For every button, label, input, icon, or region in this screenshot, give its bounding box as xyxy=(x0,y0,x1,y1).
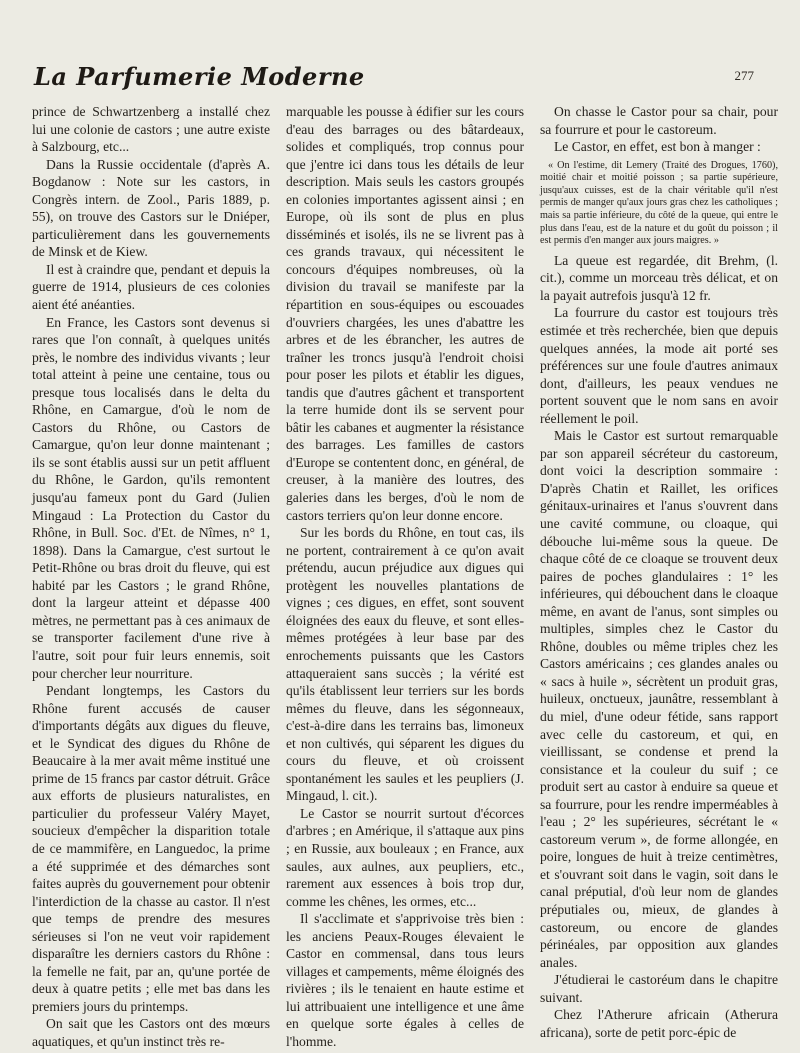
paragraph: Il s'acclimate et s'apprivoise très bien : les anciens Peaux-Rouges élevaient le Castor en commensal, dans tous leurs villages et campements, même éloignés des rivières ; ils le tenaient en haute estime et lui attribuaient une intelligence et une âme en quelque sorte égales à celles de l'homme. xyxy=(286,911,524,1049)
paragraph: Mais le Castor est surtout remarquable par son appareil sécréteur du castoreum, dont voici la description sommaire : D'après Chatin et Raillet, les orifices génitaux-urinaires et l'anus s'ouvrent dans une cavité commune, ou cloaque, qui débouche lui-même sous la queue. De chaque côté de ce cloaque se trouvent deux paires de poches glandulaires : 1° les inférieures, qui débouchent dans le cloaque même, en avant de l'anus, sont simples ou multiples, simples chez le Castor du Rhône, doubles ou même triples chez les Castors américains ; ces glandes anales ou « sacs à huile », sécrètent un produit gras, huileux, onctueux, jaunâtre, ressemblant à du miel, d'une odeur fétide, sans rapport avec celle du castoreum, et qui, en vieillissant, se condense et prend la consistance et la couleur du suif ; ce produit sert au castor à enduire sa queue et sa fourrure, pour les rendre imperméables à l'eau ; 2° les supérieures, sécrétant le « castoreum verum », de forme allongée, en poire, longues de huit à treize centimètres, et s'ouvrant soit dans le vagin, soit dans le canal préputial, d'où leur nom de glandes préputiales ou, mieux, de glandes à castoreum, ou encore de glandes périnéales, par opposition aux glandes anales. xyxy=(540,428,778,970)
paragraph: La fourrure du castor est toujours très estimée et très recherchée, bien que depuis quelques années, la mode ait porté ses préférences sur une foule d'autres animaux dont, d'ailleurs, les peaux vendues ne portent souvent que le nom sans en avoir réellement le poil. xyxy=(540,305,778,426)
paragraph: Il est à craindre que, pendant et depuis la guerre de 1914, plusieurs de ces colonies aient été anéanties. xyxy=(32,261,270,313)
paragraph: Sur les bords du Rhône, en tout cas, ils ne portent, contrairement à ce qu'on avait prétendu, aucun préjudice aux digues qui protègent les nouvelles plantations de vignes ; ces digues, en effet, sont souvent éloignées des eaux du fleuve, et sont elles-mêmes protégées à leur base par des enrochements puissants que les Castors attaqueraient sans succès ; la vérité est qu'ils établissent leur terriers sur les bords mêmes du fleuve, dans les ségonneaux, c'est-à-dire dans les terrains bas, limoneux et non cultivés, qui séparent les digues du cours du fleuve, et où croissent spontanément les saules et les peupliers (J. Mingaud, l. cit.). xyxy=(286,525,524,804)
paragraph: Pendant longtemps, les Castors du Rhône furent accusés de causer d'importants dégâts aux digues du fleuve, et le Syndicat des digues du Rhône de Beaucaire à la mer avait même institué une prime de 15 francs par castor détruit. Grâce aux efforts de plusieurs naturalistes, en particulier du professeur Valéry Mayet, soucieux d'empêcher la disparition totale de ce mammifère, en Languedoc, la prime a été supprimée et des démarches sont faites auprès du gouvernement pour obtenir l'interdiction de la chasse au castor. Il n'est que temps de prendre des mesures sérieuses si l'on ne veut voir rapidement disparaître les derniers castors du Rhône : la femelle ne fait, par an, qu'une portée de deux à quatre petits ; elle met bas dans les premiers jours du printemps. xyxy=(32,683,270,1014)
column-2 xyxy=(286,103,524,1049)
block-quote: « On l'estime, dit Lemery (Traité des Drogues, 1760), moitié chair et moitié poisson ; sa partie supérieure, jusqu'aux cuisses, est de la chair véritable qu'il n'est permis de manger qu'aux jours gras chez les catholiques ; mais sa partie inférieure, du côté de la queue, qui entre le plus dans l'eau, est de la nature et du goût du poisson ; il est permis d'en manger aux jours maigres. » xyxy=(540,159,778,247)
paragraph: Le Castor, en effet, est bon à manger : xyxy=(554,139,761,155)
paragraph: prince de Schwartzenberg a installé chez lui une colonie de castors ; une autre existe à Salzbourg, etc... xyxy=(32,104,270,155)
paragraph: On sait que les Castors ont des mœurs aquatiques, et qu'un instinct très re- xyxy=(32,1016,270,1049)
journal-title: La Parfumerie Moderne xyxy=(34,62,365,91)
paragraph: On chasse le Castor pour sa chair, pour sa fourrure et pour le castoreum. xyxy=(540,104,778,137)
article-columns xyxy=(32,103,780,1049)
paragraph: Chez l'Atherure africain (Atherura africana), sorte de petit porc-épic de xyxy=(540,1007,778,1040)
paragraph: marquable les pousse à édifier sur les cours d'eau des barrages ou des bâtardeaux, solides et compliqués, trop connus pour que j'entre ici dans tous les détails de leur description. Mais seuls les castors groupés en colonies importantes agissent ainsi ; en Europe, où ils sont de plus en plus disséminés et isolés, ils ne se livrent pas à ces grands travaux, qui nécessitent le concours d'équipes nombreuses, où la division du travail se manifeste par la répartition en sous-équipes ou escouades d'ouvriers chargées, les unes d'abattre les arbres et de les ébrancher, les autres de traîner les troncs jusqu'à l'endroit choisi pour poser les pilots et établir les digues, tandis que d'autres gâchent et transportent la terre humide dont ils se servent pour bâtir les cabanes et augmenter la résistance des barrages. Les familles de castors d'Europe se contentent donc, en général, de creuser, à la manière des loutres, des galeries dans les berges, d'où le nom de castors terriers qu'on leur donne encore. xyxy=(286,104,524,523)
column-3 xyxy=(540,103,778,1038)
paragraph: La queue est regardée, dit Brehm, (l. cit.), comme un morceau très délicat, et on la payait autrefois jusqu'à 12 fr. xyxy=(540,252,778,303)
page-number: 277 xyxy=(734,68,754,83)
paragraph: Le Castor se nourrit surtout d'écorces d'arbres ; en Amérique, il s'attaque aux pins ; en Russie, aux bouleaux ; en France, aux saules, aux aulnes, aux peupliers, etc., rarement aux essences à bois trop dur, comme les chênes, les ormes, etc... xyxy=(286,805,524,909)
paragraph: En France, les Castors sont devenus si rares que l'on connaît, à quelques unités près, le nombre des individus vivants ; leur total atteint à peine une centaine, tous ou presque tous localisés dans le delta du Rhône, en Camargue, d'où le nom de Castors du Rhône, ou Castors de Camargue, qu'on leur donne maintenant ; ils se sont établis aussi sur un petit affluent du Rhône, le Gardon, qu'ils remontent jusqu'au fameux pont du Gard (Julien Mingaud : La Protection du Castor du Rhône, in Bull. Soc. d'Et. de Nîmes, n° 1, 1898). Dans la Camargue, c'est surtout le Petit-Rhône ou bras droit du fleuve, qui est habité par les Castors ; le grand Rhône, dont la largeur atteint et dépasse 400 mètres, ne permettant pas à ces animaux de se transporter facilement d'une rive à l'autre, soit pour fuir leurs ennemis, soit pour chercher leur nourriture. xyxy=(32,314,270,681)
paragraph: Dans la Russie occidentale (d'après A. Bogdanow : Note sur les castors, in Congrès intern. de Zool., Paris 1889, p. 55), on trouve des Castors sur le Dniéper, particulièrement dans les gouvernements de Minsk et de Kiew. xyxy=(32,156,270,260)
page-header xyxy=(34,62,754,96)
column-1 xyxy=(32,103,270,1049)
paragraph: J'étudierai le castoréum dans le chapitre suivant. xyxy=(540,972,778,1005)
